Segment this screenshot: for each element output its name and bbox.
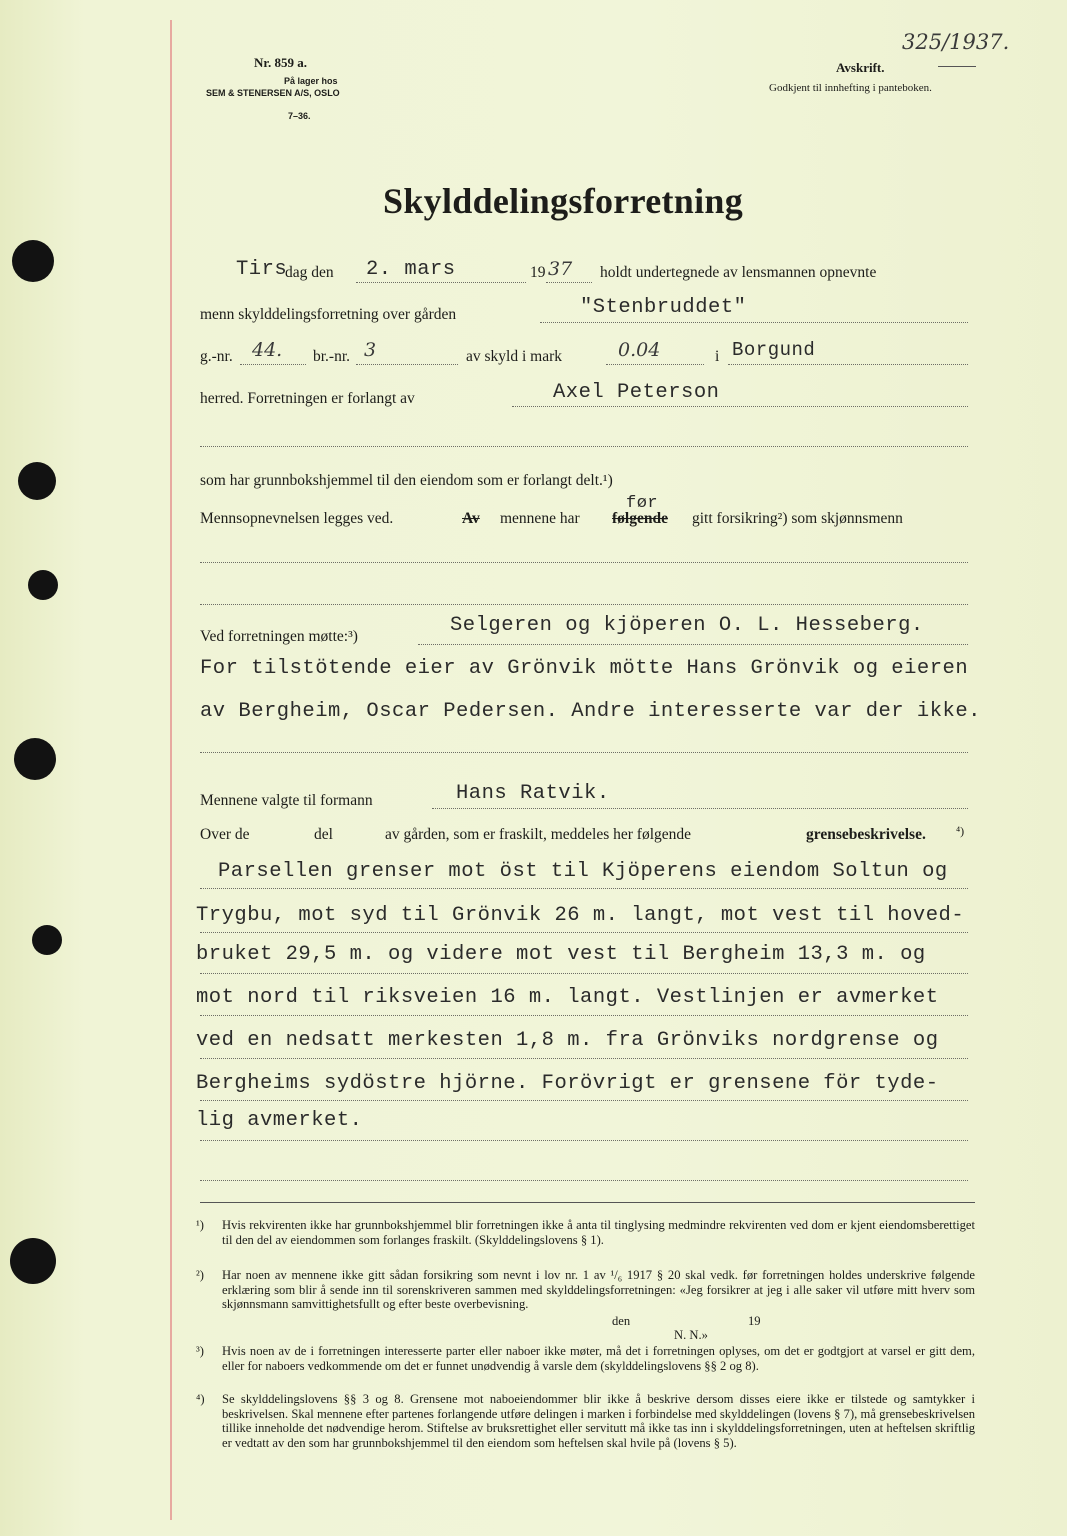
line5-text: som har grunnbokshjemmel til den eiendom som er forlangt delt.¹) xyxy=(200,472,613,489)
date-dots xyxy=(356,282,526,283)
boundary-dots-5 xyxy=(200,1058,968,1059)
approval-note: Godkjent til innhefting i panteboken. xyxy=(769,82,932,94)
attendance-dots xyxy=(418,644,968,645)
gnr-dots xyxy=(240,364,306,365)
del-label: del xyxy=(314,826,333,843)
boundary-dots-7 xyxy=(200,1140,968,1141)
printer-date: 7–36. xyxy=(288,111,311,121)
footnote-text: Hvis rekvirenten ikke har grunnbokshjemmel blir forretningen ikke å anta til tinglysing medmindre rekvirenten ved dom er kjent eiendomsberettiget til den del av eiendommen som forlanges fraskilt. (Skylddelingslovens § 1). xyxy=(222,1218,975,1247)
blank-dots-1 xyxy=(200,446,968,447)
footnote-number: ³) xyxy=(196,1344,204,1358)
boundary-line-4: mot nord til riksveien 16 m. langt. Vestlinjen er avmerket xyxy=(196,986,939,1009)
requester-dots xyxy=(512,406,968,407)
printer-line-2: SEM & STENERSEN A/S, OSLO xyxy=(206,88,340,98)
attendance-typed-3: av Bergheim, Oscar Pedersen. Andre interesserte var der ikke. xyxy=(200,700,981,723)
footnote-3 xyxy=(196,1344,975,1373)
footnote-number: ²) xyxy=(196,1268,204,1282)
boundary-line-5: ved en nedsatt merkesten 1,8 m. fra Grönviks nordgrense og xyxy=(196,1029,939,1052)
footnote-number: ⁴) xyxy=(196,1392,205,1406)
chairman-dots xyxy=(432,808,968,809)
archive-number: 325/1937. xyxy=(902,30,1010,54)
boundary-dots-2 xyxy=(200,932,968,933)
year-typed: 37 xyxy=(548,258,573,280)
punch-hole xyxy=(10,1238,56,1284)
boundary-line-1: Parsellen grenser mot öst til Kjöperens eiendom Soltun og xyxy=(218,860,948,883)
line6-b: mennene har xyxy=(500,510,580,527)
document-title: Skylddelingsforretning xyxy=(383,181,744,221)
line9-sup: ⁴) xyxy=(956,824,965,838)
municipality: Borgund xyxy=(732,339,816,361)
bnr-label: br.-nr. xyxy=(313,348,351,365)
skyld-dots xyxy=(606,364,704,365)
chairman: Hans Ratvik. xyxy=(456,782,610,805)
printer-line-1: På lager hos xyxy=(284,76,338,86)
footnote-2-year: 19 xyxy=(748,1314,761,1328)
boundary-line-6: Bergheims sydöstre hjörne. Forövrigt er grensene för tyde- xyxy=(196,1072,939,1095)
skyld-value: 0.04 xyxy=(618,339,661,361)
punch-hole xyxy=(32,925,62,955)
boundary-line-7: lig avmerket. xyxy=(196,1109,363,1132)
bnr-dots xyxy=(356,364,458,365)
bnr-value: 3 xyxy=(364,339,377,361)
boundary-dots-4 xyxy=(200,1015,968,1016)
farm-name: "Stenbruddet" xyxy=(580,296,747,319)
boundary-dots-3 xyxy=(200,973,968,974)
line6-struck-b: følgende xyxy=(612,510,668,527)
footnote-4 xyxy=(196,1392,975,1450)
line6-a: Mennsopnevnelsen legges ved. xyxy=(200,510,394,527)
punch-hole xyxy=(28,570,58,600)
line7-label: Ved forretningen møtte:³) xyxy=(200,628,358,645)
attendance-typed-1: Selgeren og kjöperen O. L. Hesseberg. xyxy=(450,614,924,637)
line9-rest: av gården, som er fraskilt, meddeles her følgende xyxy=(385,826,692,843)
footnote-2-den: den xyxy=(612,1314,631,1328)
gnr-label: g.-nr. xyxy=(200,348,233,365)
gnr-value: 44. xyxy=(252,339,283,361)
margin-line xyxy=(170,20,172,1520)
copy-rule xyxy=(938,66,976,67)
boundary-dots-1 xyxy=(200,888,968,889)
municipality-dots xyxy=(728,364,968,365)
attendance-typed-2: For tilstötende eier av Grönvik mötte Hans Grönvik og eieren xyxy=(200,657,969,680)
weekday-typed: Tirs xyxy=(236,258,288,281)
boundary-line-3: bruket 29,5 m. og videre mot vest til Bergheim 13,3 m. og xyxy=(196,943,926,966)
i-label: i xyxy=(715,348,720,365)
blank-dots-4 xyxy=(200,752,968,753)
footnote-1 xyxy=(196,1218,975,1247)
year-printed: 19 xyxy=(530,264,546,281)
footnote-text: Hvis noen av de i forretningen interesserte parter eller naboer ikke møter, må det i forretningen oplyses, om det er godtgjort at varsel er gitt dem, eller for naboers vedkommende om det er funnet unødvendig å varsle dem (skylddelingslovens §§ 2 og 8). xyxy=(222,1344,975,1373)
date-typed: 2. mars xyxy=(366,258,456,281)
line4-label: herred. Forretningen er forlangt av xyxy=(200,390,415,407)
punch-hole xyxy=(14,738,56,780)
skyld-label: av skyld i mark xyxy=(466,348,562,365)
line2-label: menn skylddelingsforretning over gården xyxy=(200,306,457,323)
punch-hole xyxy=(18,462,56,500)
form-number: Nr. 859 a. xyxy=(254,55,307,70)
footnote-rule xyxy=(200,1202,975,1203)
line6-struck-a: Av xyxy=(462,510,480,527)
boundary-dots-8 xyxy=(200,1180,968,1181)
requester: Axel Peterson xyxy=(553,381,720,404)
footnote-2-signature: N. N.» xyxy=(674,1328,708,1342)
line1-rest: holdt undertegnede av lensmannen opnevnte xyxy=(600,264,877,281)
line8-label: Mennene valgte til formann xyxy=(200,792,373,809)
day-label: dag den xyxy=(285,264,334,281)
punch-hole xyxy=(12,240,54,282)
year-dots xyxy=(546,282,592,283)
line6-inserted: før xyxy=(626,494,659,513)
line6-c: gitt forsikring²) som skjønnsmenn xyxy=(692,510,903,527)
footnote-text: Se skylddelingslovens §§ 3 og 8. Grensene mot naboeiendommer blir ikke å beskrive dersom disses eiere ikke er tilstede og samtykker i beskrivelsen. Skal mennene efter partenes forlangende utføre delingen i marken i forbindelse med skylddelingen (lovens § 7), må grensebeskrivelsen tillike inneholde det nødvendige herom. Stiftelse av bruksrettighet eller servitutt må ikke tas inn i skylddelingsforretningen, uten at heftelsen skriftlig er vedtatt av den som har grunnbokshjemmel til den eiendom som heftelsen skal hvile på (lovens § 5). xyxy=(222,1392,975,1450)
footnote-2 xyxy=(196,1268,975,1312)
blank-dots-2 xyxy=(200,562,968,563)
copy-label: Avskrift. xyxy=(836,60,885,75)
over-de: Over de xyxy=(200,826,250,843)
line9-bold: grensebeskrivelse. xyxy=(806,826,926,843)
boundary-dots-6 xyxy=(200,1100,968,1101)
blank-dots-3 xyxy=(200,604,968,605)
footnote-number: ¹) xyxy=(196,1218,204,1232)
farm-dots xyxy=(540,322,968,323)
boundary-line-2: Trygbu, mot syd til Grönvik 26 m. langt, mot vest til hoved- xyxy=(196,904,965,927)
footnote-text: Har noen av mennene ikke gitt sådan forsikring som nevnt i lov nr. 1 av ¹/₆ 1917 § 20 skal vedk. før forretningen holdes underskrive følgende erklæring som blir å sende inn til sorenskriveren sammen med skylddelingsforretningen: «Jeg forsikrer at jeg i alle saker vil utføre mitt hverv som skjønnsmann samvittighetsfullt og efter beste overbevisning. xyxy=(222,1268,975,1312)
